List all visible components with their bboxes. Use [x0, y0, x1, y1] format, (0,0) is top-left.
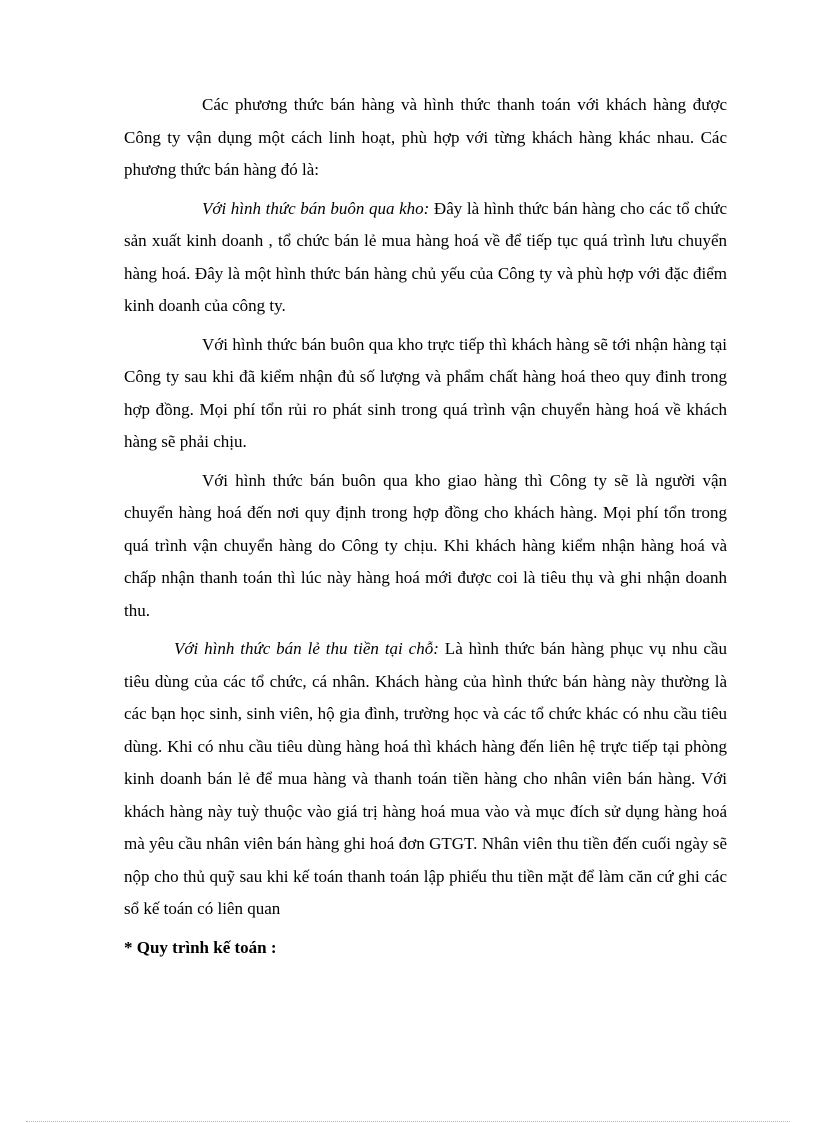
paragraph-delivery	[124, 465, 727, 628]
paragraph-wholesale	[124, 193, 727, 323]
paragraph-intro-text: Các phương thức bán hàng và hình thức thanh toán với khách hàng được Công ty vận dụng một cách linh hoạt, phù hợp với từng khách hàng khác nhau. Các phương thức bán hàng đó là:	[124, 95, 727, 179]
paragraph-direct	[124, 329, 727, 459]
document-page	[124, 89, 727, 964]
paragraph-wholesale-text: Đây là hình thức bán hàng cho các tổ chức sản xuất kinh doanh , tổ chức bán lẻ mua hàng hoá về để tiếp tục quá trình lưu chuyển hàng hoá. Đây là một hình thức bán hàng chủ yếu của Công ty và phù hợp với đặc điểm kinh doanh của công ty.	[124, 198, 727, 315]
paragraph-retail-lead: Với hình thức bán lẻ thu tiền tại chỗ:	[174, 639, 439, 658]
paragraph-direct-text: Với hình thức bán buôn qua kho trực tiếp thì khách hàng sẽ tới nhận hàng tại Công ty sau khi đã kiểm nhận đủ số lượng và phẩm chất hàng hoá theo quy đinh trong hợp đồng. Mọi phí tổn rủi ro phát sinh trong quá trình vận chuyển hàng hoá về khách hàng sẽ phải chịu.	[124, 334, 727, 451]
paragraph-retail	[124, 633, 727, 926]
paragraph-intro	[124, 89, 727, 187]
paragraph-wholesale-lead: Với hình thức bán buôn qua kho:	[202, 198, 430, 218]
section-heading: * Quy trình kế toán :	[124, 937, 277, 957]
page-bottom-divider	[26, 1121, 790, 1122]
paragraph-retail-text: Là hình thức bán hàng phục vụ nhu cầu tiêu dùng của các tổ chức, cá nhân. Khách hàng của hình thức bán hàng này thường là các bạn học sinh, sinh viên, hộ gia đình, trường học và các tổ chức khác có nhu cầu tiêu dùng. Khi có nhu cầu tiêu dùng hàng hoá thì khách hàng đến liên hệ trực tiếp tại phòng kinh doanh bán lẻ để mua hàng và thanh toán tiền hàng cho nhân viên bán hàng. Với khách hàng này tuỳ thuộc vào giá trị hàng hoá mua vào và mục đích sử dụng hàng hoá mà yêu cầu nhân viên bán hàng ghi hoá đơn GTGT. Nhân viên thu tiền đến cuối ngày sẽ nộp cho thủ quỹ sau khi kế toán thanh toán lập phiếu thu tiền mặt để làm căn cứ ghi các sổ kế toán có liên quan	[124, 639, 727, 918]
paragraph-delivery-text: Với hình thức bán buôn qua kho giao hàng thì Công ty sẽ là người vận chuyển hàng hoá đến nơi quy định trong hợp đồng cho khách hàng. Mọi phí tổn trong quá trình vận chuyển hàng do Công ty chịu. Khi khách hàng kiểm nhận hàng hoá và chấp nhận thanh toán thì lúc này hàng hoá mới được coi là tiêu thụ và ghi nhận doanh thu.	[124, 470, 727, 620]
